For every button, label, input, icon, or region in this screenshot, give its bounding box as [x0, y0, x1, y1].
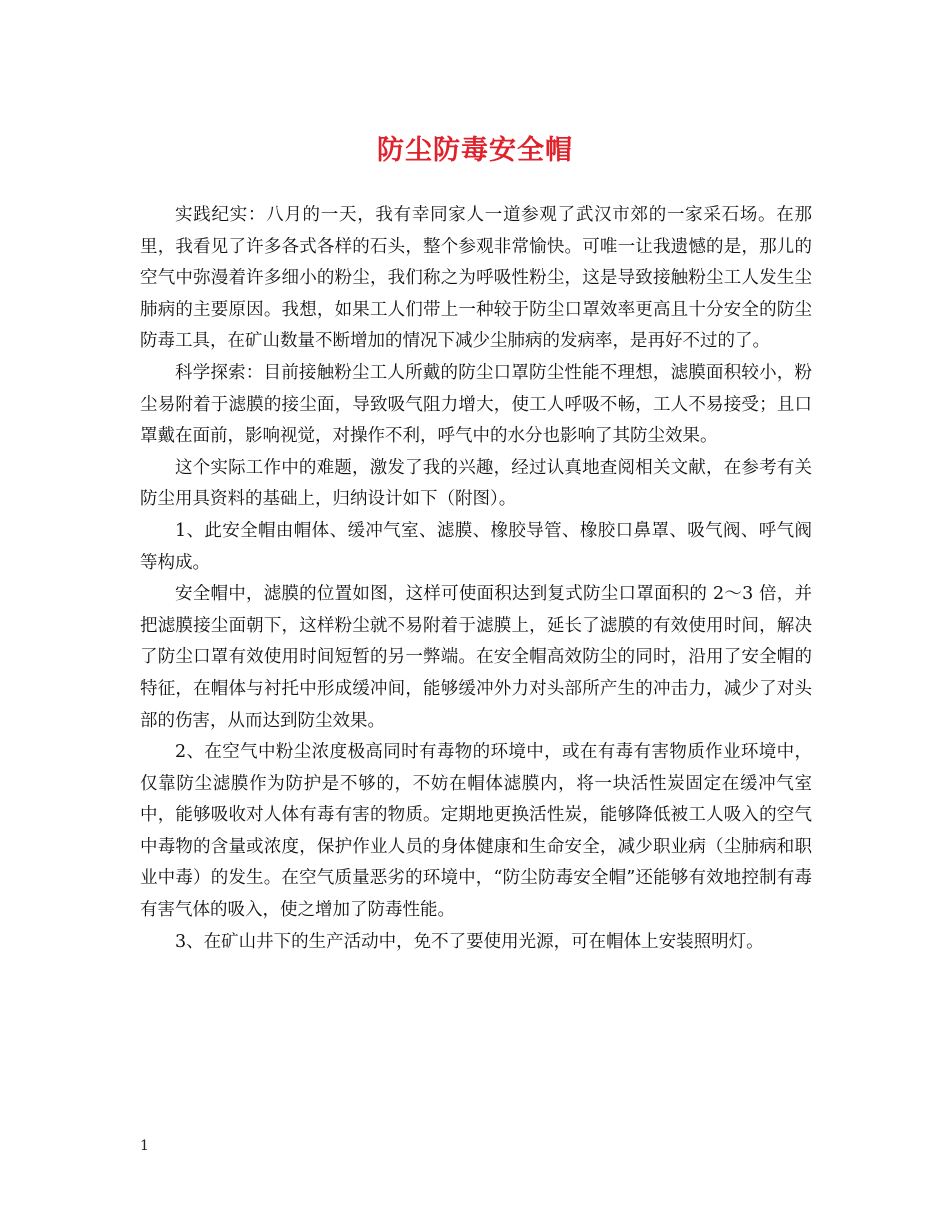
- paragraph-filter-position: 安全帽中，滤膜的位置如图，这样可使面积达到复式防尘口罩面积的 2～3 倍，并把滤膜接尘面朝下，这样粉尘就不易附着于滤膜上，延长了滤膜的有效使用时间，解决了防尘口罩有效使用时间短暂的另一弊端。在安全帽高效防尘的同时，沿用了安全帽的特征，在帽体与衬托中形成缓冲间，能够缓冲外力对头部所产生的冲击力，减少了对头部的伤害，从而达到防尘效果。: [140, 584, 812, 731]
- paragraph-item-2: 2、在空气中粉尘浓度极高同时有毒物的环境中，或在有毒有害物质作业环境中，仅靠防尘滤膜作为防护是不够的，不妨在帽体滤膜内，将一块活性炭固定在缓冲气室中，能够吸收对人体有毒有害的物质。定期地更换活性炭，能够降低被工人吸入的空气中毒物的含量或浓度，保护作业人员的身体健康和生命安全，减少职业病（尘肺病和职业中毒）的发生。在空气质量恶劣的环境中，“防尘防毒安全帽”还能够有效地控制有毒有害气体的吸入，使之增加了防毒性能。: [140, 742, 812, 921]
- paragraph-design-intro: 这个实际工作中的难题，激发了我的兴趣，经过认真地查阅相关文献，在参考有关防尘用具资料的基础上，归纳设计如下（附图）。: [140, 457, 812, 510]
- page-number: 1: [140, 1138, 149, 1154]
- paragraph-item-3: 3、在矿山井下的生产活动中，免不了要使用光源，可在帽体上安装照明灯。: [175, 931, 764, 952]
- paragraph-practice-record: 实践纪实：八月的一天，我有幸同家人一道参观了武汉市郊的一家采石场。在那里，我看见了许多各式各样的石头，整个参观非常愉快。可唯一让我遗憾的是，那儿的空气中弥漫着许多细小的粉尘，我们称之为呼吸性粉尘，这是导致接触粉尘工人发生尘肺病的主要原因。我想，如果工人们带上一种较于防尘口罩效率更高且十分安全的防尘防毒工具，在矿山数量不断增加的情况下减少尘肺病的发病率，是再好不过的了。: [140, 205, 812, 352]
- document-body: [140, 200, 812, 958]
- document-title: 防尘防毒安全帽: [377, 135, 573, 166]
- paragraph-scientific-exploration: 科学探索：目前接触粉尘工人所戴的防尘口罩防尘性能不理想，滤膜面积较小，粉尘易附着于滤膜的接尘面，导致吸气阻力增大，使工人呼吸不畅，工人不易接受；且口罩戴在面前，影响视觉，对操作不利，呼气中的水分也影响了其防尘效果。: [140, 362, 812, 447]
- paragraph-item-1: 1、此安全帽由帽体、缓冲气室、滤膜、橡胶导管、橡胶口鼻罩、吸气阀、呼气阀等构成。: [140, 520, 812, 573]
